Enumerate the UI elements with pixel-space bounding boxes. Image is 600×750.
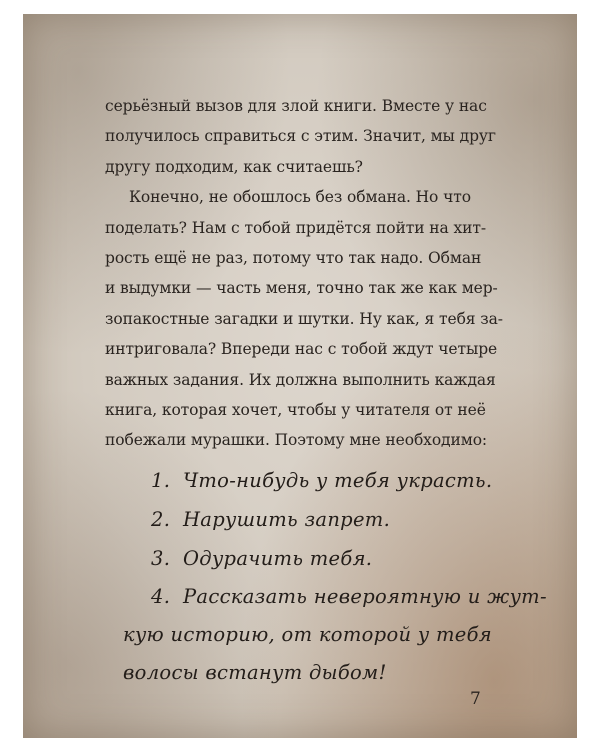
paragraph-1	[105, 91, 509, 182]
text-line: побежали мурашки. Поэтому мне необходимо:	[105, 431, 488, 450]
text-line: важных задания. Их должна выполнить каждая	[105, 370, 496, 389]
list-item	[123, 500, 523, 539]
paragraph-2	[105, 182, 509, 456]
list-item-text: Нарушить запрет.	[183, 508, 391, 531]
list-item-text: волосы встанут дыбом!	[123, 661, 387, 684]
list-item-number: 3.	[151, 547, 171, 570]
task-list	[123, 461, 547, 692]
list-item-number: 4.	[151, 585, 171, 608]
list-item-text: кую историю, от которой у тебя	[123, 623, 493, 646]
page-number: 7	[470, 689, 481, 709]
list-item	[123, 578, 547, 692]
text-line: интриговала? Впереди нас с тобой ждут четыре	[105, 340, 498, 359]
text-line: получилось справиться с этим. Значит, мы друг	[105, 127, 496, 146]
text-line: рость ещё не раз, потому что так надо. Обман	[105, 249, 482, 268]
book-page	[23, 14, 577, 738]
text-line: и выдумки — часть меня, точно так же как мер-	[105, 279, 498, 298]
list-item-text: Одурачить тебя.	[183, 547, 373, 570]
list-item-text: Что-нибудь у тебя украсть.	[183, 469, 493, 492]
body-text	[105, 91, 509, 456]
text-line: книга, которая хочет, чтобы у читателя от неё	[105, 401, 486, 420]
text-line: другу подходим, как считаешь?	[105, 157, 363, 176]
text-line: серьёзный вызов для злой книги. Вместе у нас	[105, 97, 487, 115]
text-line: поделать? Нам с тобой придётся пойти на хит-	[105, 218, 486, 237]
list-item-number: 1.	[151, 469, 171, 492]
text-line: зопакостные загадки и шутки. Ну как, я тебя за-	[105, 309, 503, 328]
list-item	[123, 461, 523, 500]
list-item-text: Рассказать невероятную и жут-	[183, 585, 547, 608]
list-item	[123, 539, 523, 578]
list-item-number: 2.	[151, 508, 171, 531]
text-line: Конечно, не обошлось без обмана. Но что	[129, 188, 471, 207]
